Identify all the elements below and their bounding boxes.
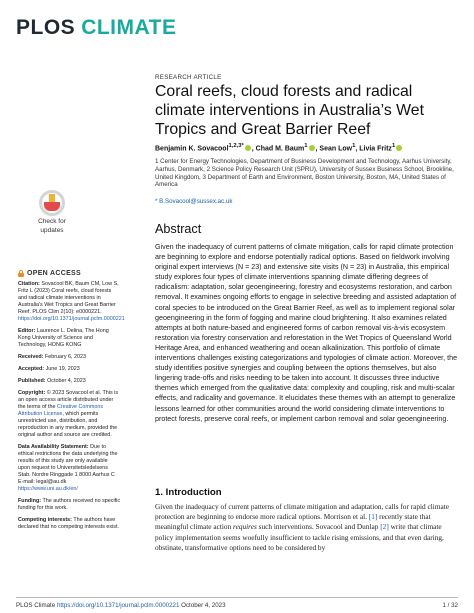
- page-footer: [16, 602, 226, 609]
- footer-doi-link[interactable]: https://doi.org/10.1371/journal.pclm.0000221: [56, 602, 180, 609]
- article-title: Coral reefs, cloud forests and radical climate interventions in Australia’s Wet Tropics and Great Barrier Reef: [155, 83, 424, 138]
- article-info-sidebar: [18, 270, 125, 536]
- orcid-icon[interactable]: [309, 145, 315, 151]
- copyright-block: [18, 390, 121, 439]
- check-updates-line2: updates: [40, 227, 64, 234]
- competing-interests-text: The authors have declared that no competing interests exist.: [18, 517, 119, 530]
- data-availability-label: Data Availability Statement:: [18, 444, 89, 450]
- copyright-text-1: © 2023 Sovacool et al. This is an open access article distributed under the terms of the: [18, 390, 119, 410]
- journal-logo[interactable]: [16, 16, 176, 40]
- introduction-text: [155, 502, 458, 553]
- intro-text-3: such interventions. Sovacool and Dunlap: [258, 522, 379, 532]
- intro-text-2: recently state that meaningful climate action: [155, 512, 431, 532]
- received-block: [18, 354, 121, 361]
- author-name[interactable]: Benjamin K. Sovacool: [155, 145, 229, 153]
- published-block: [18, 378, 121, 385]
- journal-logo-climate: CLIMATE: [81, 16, 177, 39]
- orcid-icon[interactable]: [245, 145, 251, 151]
- data-availability-block: [18, 444, 121, 493]
- page-number: 1 / 32: [442, 602, 458, 609]
- intro-italic: requires: [233, 522, 257, 532]
- footer-journal: PLOS Climate: [16, 602, 56, 609]
- intro-text-4: write that climate policy implementation seems woefully insufficient to tackle rising emissions, and that even daring, obstinate, transformative options need to be considered by: [155, 522, 444, 552]
- introduction-heading: 1. Introduction: [155, 487, 222, 498]
- affiliations: 1 Center for Energy Technologies, Department of Business Development and Technology, Aarhus University, Aarhus, Denmark, 2 Science Policy Research Unit (SPRU), University of Sussex Business School, Brookline, United Kingdom, 3 Department of Earth and Environment, Boston University, Boston, MA, United States of America: [155, 158, 454, 189]
- abstract-heading: Abstract: [155, 222, 202, 236]
- author-list: Benjamin K. Sovacool$^{1,2,3*}$ , Chad M. Baum$^1$ , Sean Low$^1$, Livia Fritz$^1$: [155, 143, 455, 152]
- author-name[interactable]: Livia Fritz: [359, 145, 392, 153]
- author-marks: 1: [391, 143, 396, 149]
- accepted-block: [18, 366, 121, 373]
- published-date: October 4, 2023: [47, 378, 86, 384]
- reference-link[interactable]: [2]: [380, 522, 389, 532]
- citation-label: Citation:: [18, 281, 40, 287]
- check-for-updates-badge[interactable]: [30, 190, 74, 236]
- article-type: RESEARCH ARTICLE: [155, 74, 222, 81]
- competing-interests-label: Competing interests:: [18, 517, 72, 523]
- footer-divider: [16, 597, 458, 598]
- footer-date: October 4, 2023: [181, 602, 226, 609]
- citation-text: Sovacool BK, Baum CM, Low S, Fritz L (2023) Coral reefs, cloud forests and radical climate interventions in Australia's Wet Tropics and Great Barrier Reef. PLOS Clim 2(10): e0000221.: [18, 281, 119, 315]
- editor-block: [18, 328, 121, 349]
- received-date: February 6, 2023: [44, 354, 87, 360]
- citation-block: [18, 281, 125, 323]
- funding-text: The authors received no specific funding for this work.: [18, 498, 121, 511]
- funding-block: [18, 498, 121, 512]
- data-availability-link[interactable]: https://www.uni.au.dk/en/: [18, 486, 78, 492]
- received-label: Received:: [18, 354, 44, 360]
- author-name[interactable]: Chad M. Baum: [255, 145, 305, 153]
- cc-license-link[interactable]: Creative Commons Attribution License: [18, 404, 104, 417]
- editor-text: Laurence L. Delina, The Hong Kong University of Science and Technology, HONG KONG: [18, 328, 109, 348]
- accepted-date: June 19, 2023: [45, 366, 80, 372]
- author-marks: 1: [352, 143, 356, 149]
- check-updates-line1: Check for: [38, 218, 66, 225]
- reference-link[interactable]: [1]: [368, 512, 378, 522]
- published-label: Published:: [18, 378, 46, 384]
- data-availability-text: Due to ethical restrictions the data underlying the results of this study are only available upon request to Universitetsledelsens Stab. Nordre Ringgade 1 8000 Aarhus C E-mail: legal@au.dk: [18, 444, 118, 485]
- abstract-text: Given the inadequacy of current patterns of climate mitigation, calls for rapid climate protection are beginning to explore and endorse potentially radical options. Based on fieldwork involving original expert interviews (N = 23) and extensive site visits (N = 23) in Australia, this empirical study explores four types of climate interventions spanning climate differing degrees of radicalism: adaptation, solar geoengineering, forestry and ecosystems restoration, and carbon removal. It examines ongoing efforts to engage in selective breeding and assisted adaptation of coral species to be introduced on the Great Barrier Reef, as well as to implement regional solar geoengineering in the form of fogging and marine cloud brightening. It also examines related attempts at both nature-based and engineered forms of carbon removal vis-à-vis ecosystem restoration via forestry conservation and reforestation in the Wet Tropics of Queensland World Heritage Area, and enhanced weathering and ocean alkalinization. This portfolio of climate interventions challenges existing categorizations and typologies of climate action. Moreover, the study identifies positive synergies and coupling between the options themselves, but also lingering trade-offs and risks needing to be taken into account. It discusses three inductive themes which emerged from the qualitative data: complexity and coupling, risk and multi-scalar effects, and radicality and governance. It elucidates these themes with an attempt to generalize lessons learned for other communities around the world considering climate interventions to protect forests, preserve coral reefs, or implement carbon removal and solar geoengineering.: [155, 243, 458, 423]
- author-marks: 1: [304, 143, 308, 149]
- author-name[interactable]: Sean Low: [319, 145, 353, 153]
- editor-label: Editor:: [18, 328, 36, 334]
- citation-doi-link[interactable]: https://doi.org/10.1371/journal.pclm.0000221: [18, 316, 125, 322]
- open-access-badge: [18, 270, 121, 277]
- corresponding-email[interactable]: * B.Sovacool@sussex.ac.uk: [155, 198, 233, 205]
- orcid-icon[interactable]: [396, 145, 402, 151]
- competing-interests-block: [18, 517, 121, 531]
- journal-logo-plos: PLOS: [16, 16, 76, 39]
- open-access-label: OPEN ACCESS: [27, 270, 81, 277]
- copyright-text-2: , which permits unrestricted use, distribution, and reproduction in any medium, provided the original author and source are credited.: [18, 411, 118, 438]
- funding-label: Funding:: [18, 498, 42, 504]
- intro-text-1: Given the inadequacy of current patterns of climate mitigation and adaptation, calls for rapid climate protection are beginning to endorse more radical options. Morrison et al.: [155, 502, 449, 522]
- accepted-label: Accepted:: [18, 366, 45, 372]
- open-access-lock-icon: [18, 270, 24, 277]
- check-updates-icon: [39, 190, 65, 216]
- author-marks: 1,2,3*: [228, 143, 244, 149]
- copyright-label: Copyright:: [18, 390, 46, 396]
